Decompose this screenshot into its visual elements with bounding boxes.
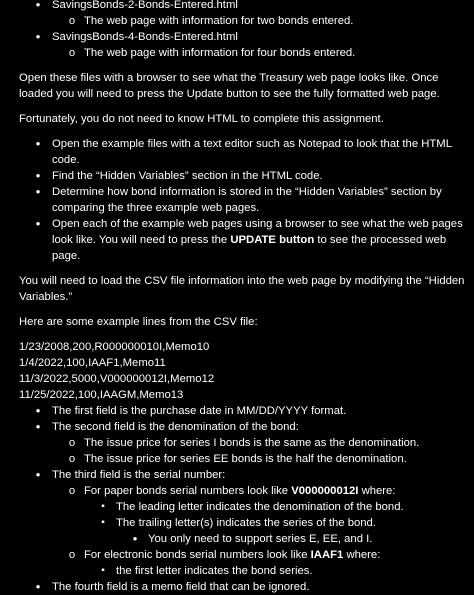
field-description: The fourth field is a memo field that can be ignored. xyxy=(52,581,310,593)
step-text: Find the “Hidden Variables” section in the HTML code. xyxy=(52,170,323,182)
list-item xyxy=(0,563,474,579)
list-item xyxy=(0,0,474,13)
list-item xyxy=(0,29,474,45)
list-item xyxy=(0,451,474,467)
disc-bullet-icon: ● xyxy=(35,171,41,180)
file-description: The web page with information for two bonds entered. xyxy=(84,15,354,27)
disc-bullet-icon: ● xyxy=(35,422,41,431)
field-description: The second field is the denomination of the bond: xyxy=(52,421,299,433)
step-text xyxy=(52,218,463,262)
field-detail-part: For electronic bonds serial numbers look like xyxy=(84,549,311,561)
field-description: The third field is the serial number: xyxy=(52,469,226,481)
step-text-part: to see the processed web page. xyxy=(52,234,447,262)
file-description: The web page with information for four bonds entered. xyxy=(84,47,356,59)
circle-bullet-icon: o xyxy=(68,15,76,27)
disc-bullet-icon: ● xyxy=(35,187,41,196)
field-detail-part: For paper bonds serial numbers look like xyxy=(84,485,292,497)
list-item xyxy=(0,579,474,595)
paragraph-load-csv: You will need to load the CSV file information into the web page by modifying the “Hidden Variables.” xyxy=(19,275,465,303)
field-detail: the first letter indicates the bond series. xyxy=(116,565,313,577)
list-item xyxy=(0,45,474,61)
field-detail-part: where: xyxy=(358,485,396,497)
list-item xyxy=(0,467,474,483)
square-bullet-icon: ▪ xyxy=(101,565,105,576)
list-item xyxy=(0,435,474,451)
list-item xyxy=(0,419,474,435)
list-item xyxy=(0,547,474,563)
field-description: The first field is the purchase date in MM/DD/YYYY format. xyxy=(52,405,347,417)
serial-example: IAAF1 xyxy=(310,549,344,561)
field-detail xyxy=(84,485,395,497)
list-item xyxy=(0,403,474,419)
square-bullet-icon: ▪ xyxy=(101,501,105,512)
circle-bullet-icon: o xyxy=(68,437,76,449)
serial-example: V000000012I xyxy=(291,485,359,497)
list-item xyxy=(0,168,474,184)
disc-bullet-icon: ● xyxy=(35,0,41,9)
list-item xyxy=(0,483,474,499)
field-detail-part: where: xyxy=(343,549,381,561)
square-bullet-icon: ▪ xyxy=(101,517,105,528)
file-name: SavingsBonds-2-Bonds-Entered.html xyxy=(52,0,238,11)
paragraph-fortunately: Fortunately, you do not need to know HTML to complete this assignment. xyxy=(19,113,384,125)
list-item xyxy=(0,216,474,264)
step-text-part: Open each of the example web pages using a browser to see what the web pages look like. You will need to press the xyxy=(52,218,463,246)
list-item xyxy=(0,184,474,216)
paragraph-open-files: Open these files with a browser to see what the Treasury web page looks like. Once loaded you will need to press the Update button to see the fully formatted web page. xyxy=(19,72,440,100)
list-item xyxy=(0,499,474,515)
list-item xyxy=(0,531,474,547)
field-detail: The leading letter indicates the denomination of the bond. xyxy=(116,501,404,513)
field-detail: The issue price for series I bonds is the same as the denomination. xyxy=(84,437,420,449)
update-button-emphasis: UPDATE button xyxy=(230,234,315,246)
disc-bullet-icon: ● xyxy=(35,470,41,479)
field-detail: The issue price for series EE bonds is the half the denomination. xyxy=(84,453,407,465)
field-detail: You only need to support series E, EE, and I. xyxy=(148,533,373,545)
circle-bullet-icon: o xyxy=(68,453,76,465)
csv-line: 11/3/2022,5000,V000000012I,Memo12 xyxy=(19,373,215,385)
step-text: Open the example files with a text editor such as Notepad to look that the HTML code. xyxy=(52,138,452,166)
csv-line: 1/23/2008,200,R000000010I,Memo10 xyxy=(19,341,210,353)
csv-line: 1/4/2022,100,IAAF1,Memo11 xyxy=(19,357,166,369)
disc-bullet-icon: ● xyxy=(35,219,41,228)
circle-bullet-icon: o xyxy=(68,47,76,59)
list-item xyxy=(0,515,474,531)
disc-bullet-icon: ● xyxy=(35,139,41,148)
step-text: Determine how bond information is stored in the “Hidden Variables” section by comparing the three example web pages. xyxy=(52,186,442,214)
paragraph-example-lines: Here are some example lines from the CSV file: xyxy=(19,316,258,328)
circle-bullet-icon: o xyxy=(68,485,76,497)
field-detail: The trailing letter(s) indicates the series of the bond. xyxy=(116,517,376,529)
file-name: SavingsBonds-4-Bonds-Entered.html xyxy=(52,31,238,43)
disc-bullet-icon: ● xyxy=(35,406,41,415)
disc-bullet-icon: ● xyxy=(132,534,138,543)
list-item xyxy=(0,136,474,168)
disc-bullet-icon: ● xyxy=(35,32,41,41)
csv-line: 11/25/2022,100,IAAGM,Memo13 xyxy=(19,389,184,401)
field-detail xyxy=(84,549,380,561)
circle-bullet-icon: o xyxy=(68,549,76,561)
disc-bullet-icon: ● xyxy=(35,582,41,591)
list-item xyxy=(0,13,474,29)
